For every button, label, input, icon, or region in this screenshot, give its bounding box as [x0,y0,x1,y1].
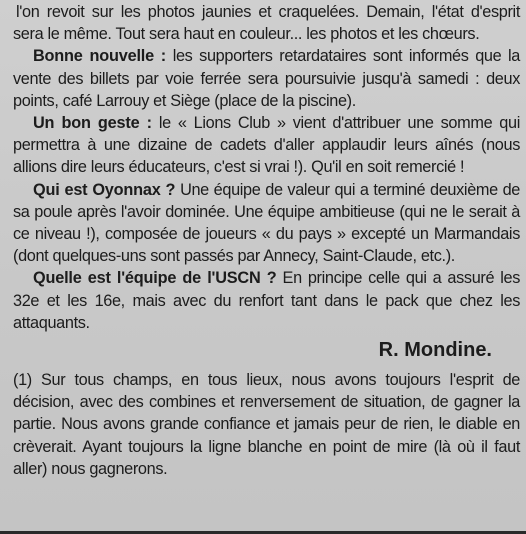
paragraph-photos: l'on revoit sur les photos jaunies et craquelées. Demain, l'état d'esprit sera le même. Tout sera haut en couleur... les photos et les chœurs. [13,3,520,44]
lead-equipe-uscn: Quelle est l'équipe de l'USCN ? [33,269,277,288]
text-bon-geste: le « Lions Club » vient d'attribuer une somme qui permettra à une dizaine de cadets d'aller applaudir leurs aînés (nous allions dire leurs éducateurs, c'est si vrai !). Qu'il en soit remercié ! [13,114,520,177]
paragraph-bon-geste [13,112,520,179]
paragraph-oyonnax [13,179,520,268]
lead-bon-geste: Un bon geste : [33,114,152,133]
paragraph-equipe-uscn [13,267,520,334]
footnote: (1) Sur tous champs, en tous lieux, nous avons toujours l'esprit de décision, avec des combines et renversement de situation, de gagner la partie. Nous avons grande confiance et jamais peur de rien, le diable en crèverait. Ayant toujours la ligne blanche en point de mire (là où il faut aller) nous gagnerons. [13,371,520,478]
text-bonne-nouvelle: les supporters retardataires sont informés que la vente des billets par voie ferrée sera poursuivie jusqu'à samedi : deux points, café Larrouy et Siège (place de la piscine). [13,47,521,110]
article-column [13,1,520,480]
author-signature: R. Mondine. [378,339,492,362]
lead-bonne-nouvelle: Bonne nouvelle : [33,47,167,66]
text-equipe-uscn: En principe celle qui a assuré les 32e et les 16e, mais avec du renfort tant dans le pack que chez les attaquants. [13,269,520,332]
text-oyonnax: Une équipe de valeur qui a terminé deuxième de sa poule après l'avoir dominée. Une équipe ambitieuse (qui ne le serait à ce niveau !), composée de joueurs « du pays » excepté un Marmandais (dont quelques-uns sont passés par Annecy, Saint-Claude, etc.). [13,180,521,266]
paragraph-bonne-nouvelle [13,45,520,112]
lead-oyonnax: Qui est Oyonnax ? [33,180,176,199]
